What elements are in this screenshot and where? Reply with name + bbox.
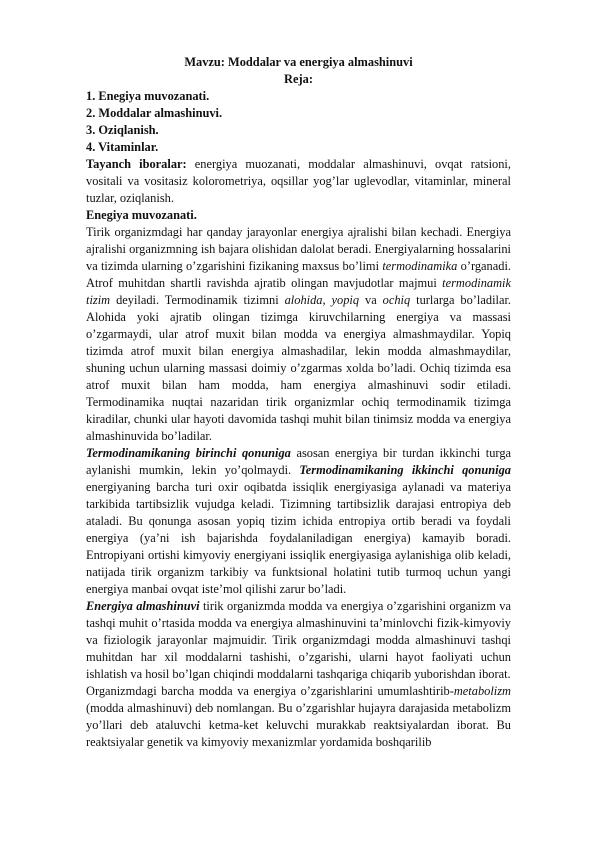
keywords-paragraph [86, 156, 511, 207]
keywords-text: energiya muozanati, moddalar almashinuvi, ovqat ratsioni, vositali va vositasiz kolorometriya, oqsillar yog’lar uglevodlar, vitaminlar, mineral tuzlar, oziqlanish. [86, 157, 511, 205]
italic-term: termodinamika [382, 259, 458, 273]
text-run: energiyaning barcha turi oxir oqibatda issiqlik energiyasiga aylanadi va materiya tarkibida tartibsizlik vujudga keladi. Tizimning tartibsizlik darajasi entropiya deb ataladi. Bu qonunga asosan yopiq tizim ichida entropiya ortib beradi va foydali energiya (ya’ni ish bajarishda foydalaniladigan energiya) kamayib boradi. Entropiyani ortishi kimyoviy energiyani issiqlik energiyasiga aylanishiga olib keladi, natijada tirik organizm tarkibiy va funktsional holatini tutib turmoq uchun yangi energiya manbai ovqat iste’mol qilishi zarur bo’ladi. [86, 480, 511, 596]
italic-term: termodinamik tizim [86, 276, 511, 307]
text-run: Organizmdagi barcha modda va energiya o’zgarishlarini umumlashtirib- [86, 684, 454, 698]
bold-italic-term: Energiya almashinuvi [86, 599, 200, 613]
bold-italic-term: Termodinamikaning ikkinchi qonuniga [299, 463, 511, 477]
paragraph-thermodynamics [86, 224, 511, 445]
text-run: Tirik organizmdagi har qanday jarayonlar energiya ajralishi bilan kechadi. Energiya ajralishi organizmning ish bajara olishidan dalolat beradi. Energiyalarning hossalarini va tizimda ularning o’zgarishini fizikaning maxsus bo’limi [86, 225, 511, 273]
paragraph-laws [86, 445, 511, 598]
paragraph-energy-exchange [86, 598, 511, 683]
plan-item: 1. Enegiya muvozanati. [86, 89, 210, 103]
text-run: deyiladi. Termodinamik tizimni [110, 293, 285, 307]
plan-title: Reja: [284, 72, 313, 86]
text-run: o’rganadi. Atrof muhitdan shartli ravishda ajratib olingan mavjudotlar majmui [86, 259, 511, 290]
italic-term: alohida, yopiq [284, 293, 360, 307]
bold-italic-term: Termodinamikaning birinchi qonuniga [86, 446, 291, 460]
text-run: (modda almashinuvi) deb nomlangan. Bu o’zgarishlar hujayra darajasida metabolizm yo’llari deb ataluvchi ketma-ket keluvchi murakkab reaktsiyalardan iborat. Bu reaktsiyalar genetik va kimyoviy mexanizmlar yordamida boshqarilib [86, 701, 511, 749]
paragraph-metabolism [86, 683, 511, 751]
italic-term: ochiq [382, 293, 411, 307]
plan-item: 4. Vitaminlar. [86, 140, 159, 154]
text-run: va [359, 293, 383, 307]
text-run: turlarga bo’ladilar. Alohida yoki ajratib olingan tizimga kiruvchilarning energiya va massasi o’zgarmaydi, ular atrof muxit bilan modda va energiya almashmaydilar. Yopiq tizimda atrof muxit bilan energiya almashadilar, lekin modda almashmaydilar, shuning uchun ularning massasi doimiy o’zgarmas xolda bo’ladi. Ochiq tizimda esa atrof muxit bilan ham modda, ham energiya almashinuvi sodir etiladi. Termodinamika nuqtai nazaridan tirik organizmlar ochiq termodinamik tizimga kiradilar, chunki ular hayoti davomida tashqi muhit bilan tinimsiz modda va energiya almashinuvida bo’ladilar. [86, 293, 511, 443]
italic-term: metabolizm [453, 684, 511, 698]
plan-item: 3. Oziqlanish. [86, 123, 159, 137]
section-heading: Enegiya muvozanati. [86, 208, 197, 222]
document-title: Mavzu: Moddalar va energiya almashinuvi [184, 55, 413, 69]
document-page [86, 54, 511, 751]
text-run: asosan energiya bir turdan ikkinchi turga aylanishi mumkin, lekin yo’qolmaydi. [86, 446, 512, 477]
text-run: tirik organizmda modda va energiya o’zgarishini organizm va tashqi muhit o’rtasida modda va energiya almashinuvini ta’minlovchi fizik-kimyoviy va fiziologik jarayonlar majmuidir. Tirik organizmdagi modda almashinuvi tashqi muhitdan har xil moddalarni tashishi, o’zgarishi, ularni hayot faoliyati uchun ishlatish va hosil bo’lgan chiqindi moddalarni tashqariga chiqarib yuborishdan iborat. [86, 599, 511, 681]
keywords-label: Tayanch iboralar: [86, 157, 187, 171]
plan-item: 2. Moddalar almashinuvi. [86, 106, 223, 120]
